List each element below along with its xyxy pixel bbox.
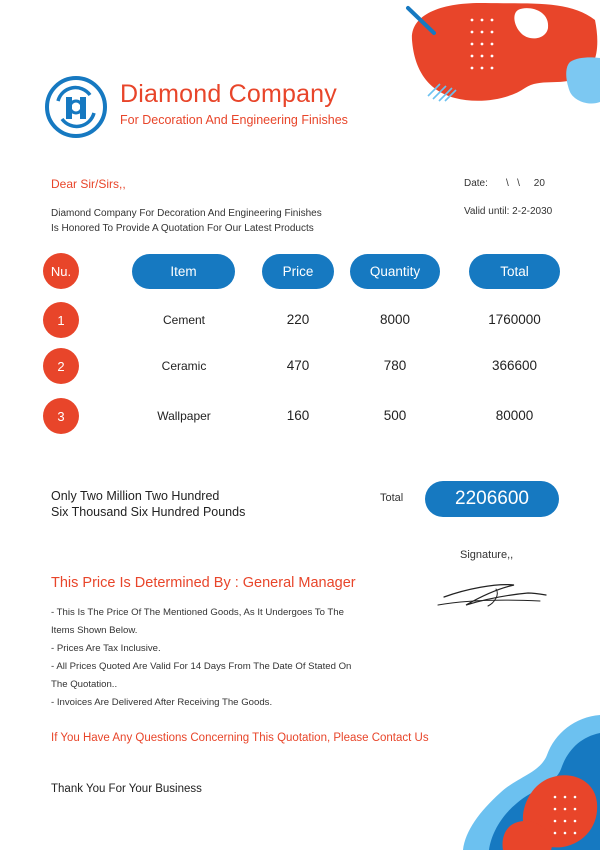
row-number: 2 [43,348,79,384]
row-quantity: 500 [383,408,407,423]
row-item: Cement [162,313,206,327]
row-item: Wallpaper [157,409,211,423]
row-total: 366600 [491,358,538,373]
intro-line: Diamond Company For Decoration And Engineering Finishes [51,208,322,219]
header-number: Nu. [43,253,79,289]
terms-line: The Quotation.. [51,679,118,690]
circular-arrows-logo-icon [44,75,108,139]
decorative-blob-bottom-icon [455,715,600,850]
date-label: Date: [464,178,488,189]
intro-line: Is Honored To Provide A Quotation For Our Latest Products [51,223,314,234]
header-total: Total [469,254,560,289]
contact-question: If You Have Any Questions Concerning This Quotation, Please Contact Us [51,732,429,744]
row-number: 3 [43,398,79,434]
intro-text [51,206,381,236]
header-price: Price [262,254,334,289]
header-item: Item [132,254,235,289]
row-price: 160 [286,408,310,423]
amount-words-line: Six Thousand Six Hundred Pounds [51,505,246,519]
total-value: 2206600 [425,481,559,517]
row-total: 1760000 [488,312,541,327]
handwritten-signature-icon [436,575,548,615]
date-value: \ \ 20 [506,178,545,189]
signature-label: Signature,, [460,549,514,561]
terms-line: - Prices Are Tax Inclusive. [51,643,161,654]
terms-list [51,604,411,712]
row-quantity: 8000 [379,312,411,327]
price-note: This Price Is Determined By : General Manager [51,575,356,591]
row-total: 80000 [495,408,534,423]
valid-until: Valid until: 2-2-2030 [464,206,553,217]
total-label: Total [380,492,404,504]
greeting: Dear Sir/Sirs,, [51,177,126,191]
row-quantity: 780 [383,358,407,373]
company-tagline: For Decoration And Engineering Finishes [120,113,348,127]
amount-words-line: Only Two Million Two Hundred [51,489,220,503]
amount-in-words [51,488,311,520]
row-item: Ceramic [161,359,207,373]
terms-line: - Invoices Are Delivered After Receiving The Goods. [51,697,273,708]
company-name: Diamond Company [120,80,337,108]
decorative-blob-top-icon [400,0,600,110]
row-number: 1 [43,302,79,338]
row-price: 470 [286,358,310,373]
terms-line: - All Prices Quoted Are Valid For 14 Days From The Date Of Stated On [51,661,352,672]
terms-line: - This Is The Price Of The Mentioned Goods, As It Undergoes To The [51,607,344,618]
terms-line: Items Shown Below. [51,625,138,636]
header-quantity: Quantity [350,254,440,289]
thank-you-note: Thank You For Your Business [51,783,202,795]
row-price: 220 [286,312,310,327]
